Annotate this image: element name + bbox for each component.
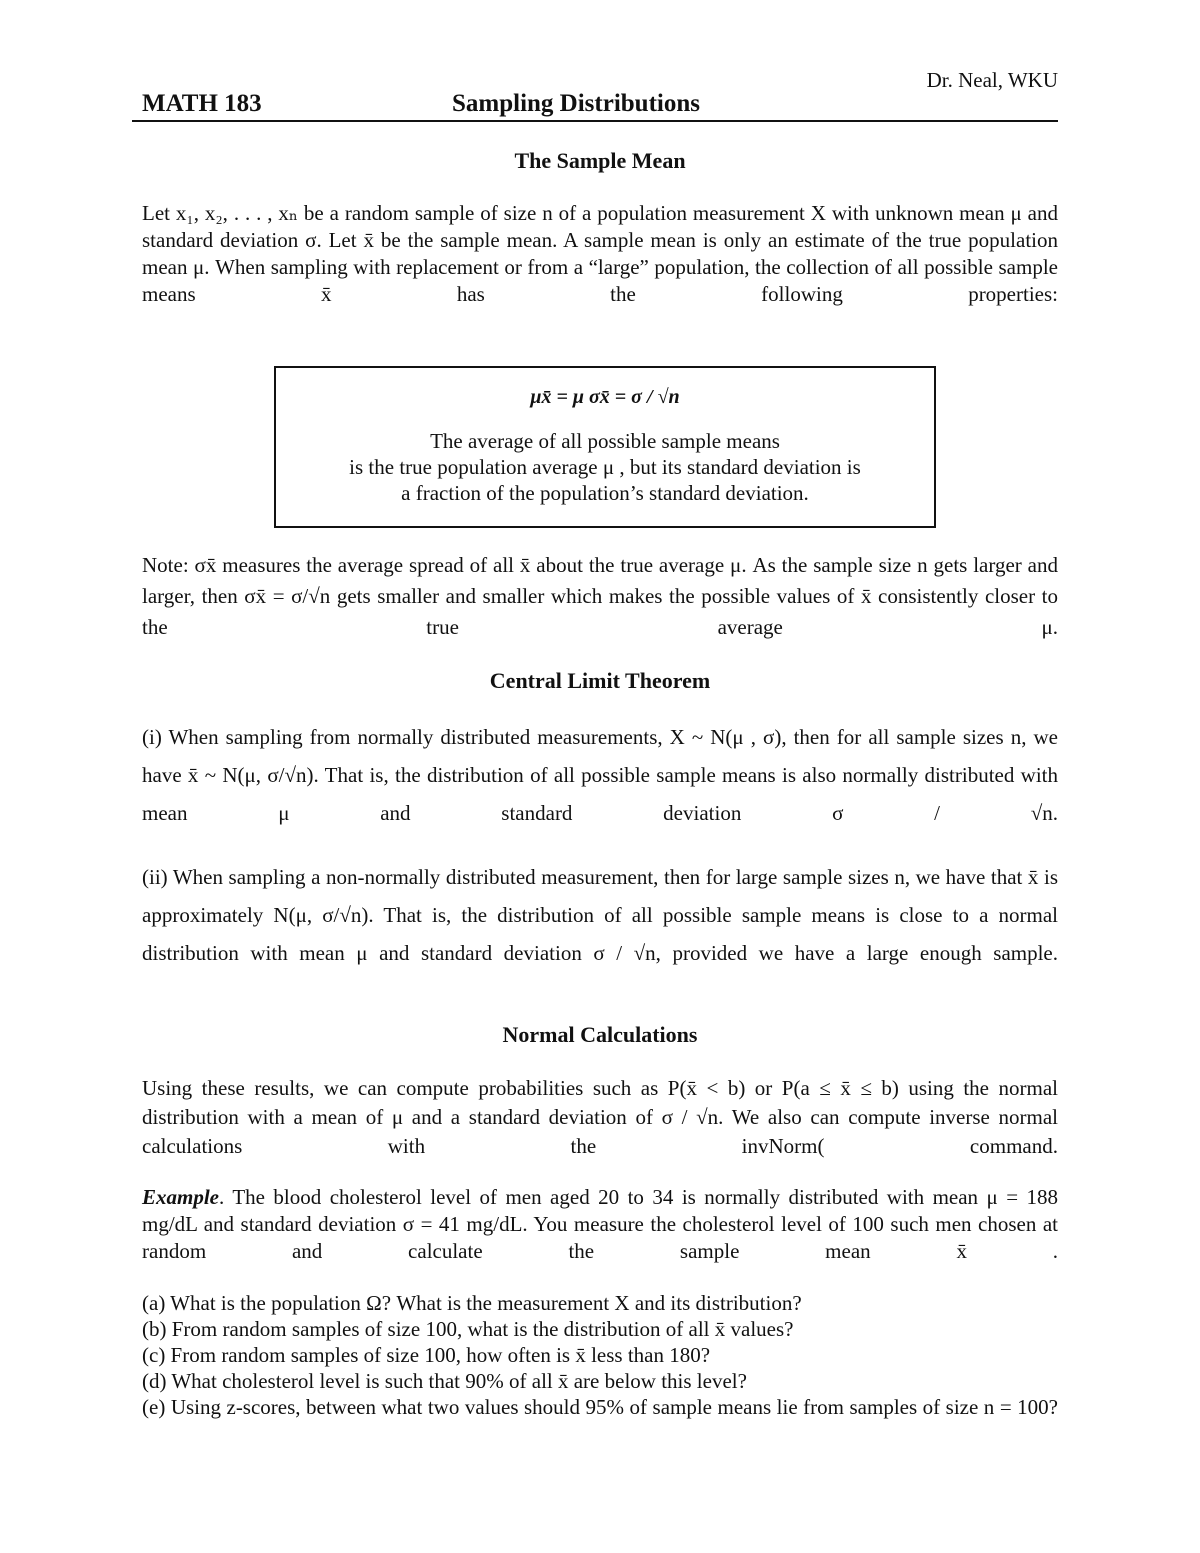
section-heading-sample-mean: The Sample Mean [514, 148, 686, 173]
question-c: (c) From random samples of size 100, how often is x̄ less than 180? [142, 1343, 711, 1367]
question-a: (a) What is the population Ω? What is the measurement X and its distribution? [142, 1291, 802, 1315]
page-title: Sampling Distributions [452, 90, 700, 117]
box-line-2: is the true population average μ , but its standard deviation is [349, 455, 861, 479]
author-line: Dr. Neal, WKU [926, 68, 1058, 92]
section-heading-clt: Central Limit Theorem [489, 668, 711, 693]
question-d: (d) What cholesterol level is such that 90% of all x̄ are below this level? [142, 1369, 747, 1393]
course-code: MATH 183 [142, 90, 262, 117]
box-formula: μx̄ = μ σx̄ = σ / √n [530, 386, 680, 408]
example-paragraph [142, 1184, 1058, 1292]
box-line-1: The average of all possible sample means [430, 429, 780, 453]
properties-box [274, 366, 936, 528]
box-line-3: a fraction of the population’s standard deviation. [401, 481, 809, 505]
clt-part-1: (i) When sampling from normally distributed measurements, X ~ N(μ , σ), then for all sample sizes n, we have x̄ ~ N(μ, σ/√n). That is, the distribution of all possible sample means is also normally distributed with mean μ and standard deviation σ / √n. [142, 725, 1058, 825]
example-questions [142, 1290, 1058, 1446]
section-heading-normal-calculations: Normal Calculations [502, 1022, 698, 1047]
page-header [132, 90, 1058, 122]
normal-calc-paragraph: Using these results, we can compute probabilities such as P(x̄ < b) or P(a ≤ x̄ ≤ b) using the normal distribution with a mean of μ and a standard deviation of σ / √n. We also can compute inverse normal calculations with the invNorm( command. [142, 1076, 1058, 1158]
question-b: (b) From random samples of size 100, what is the distribution of all x̄ values? [142, 1317, 794, 1341]
clt-part-2: (ii) When sampling a non-normally distributed measurement, then for large sample sizes n, we have that x̄ is approximately N(μ, σ/√n). That is, the distribution of all possible sample means is close to a normal distribution with mean μ and standard deviation σ / √n, provided we have a large enough sample. [142, 865, 1058, 965]
intro-paragraph: Let x₁, x₂, . . . , xₙ be a random sample of size n of a population measurement X with unknown mean μ and standard deviation σ. Let x̄ be the sample mean. A sample mean is only an estimate of the true population mean μ. When sampling with replacement or from a “large” population, the collection of all possible sample means x̄ has the following properties: [142, 201, 1058, 306]
question-e: (e) Using z-scores, between what two values should 95% of sample means lie from samples of size n = 100? [142, 1395, 1058, 1419]
note-paragraph: Note: σx̄ measures the average spread of all x̄ about the true average μ. As the sample size n gets larger and larger, then σx̄ = σ/√n gets smaller and smaller which makes the possible values of x̄ consistently closer to the true average μ. [142, 553, 1058, 639]
example-label: Example [142, 1185, 219, 1209]
example-text: . The blood cholesterol level of men aged 20 to 34 is normally distributed with mean μ = 188 mg/dL and standard deviation σ = 41 mg/dL. You measure the cholesterol level of 100 such men chosen at random and calculate the sample mean x̄ . [142, 1185, 1058, 1263]
